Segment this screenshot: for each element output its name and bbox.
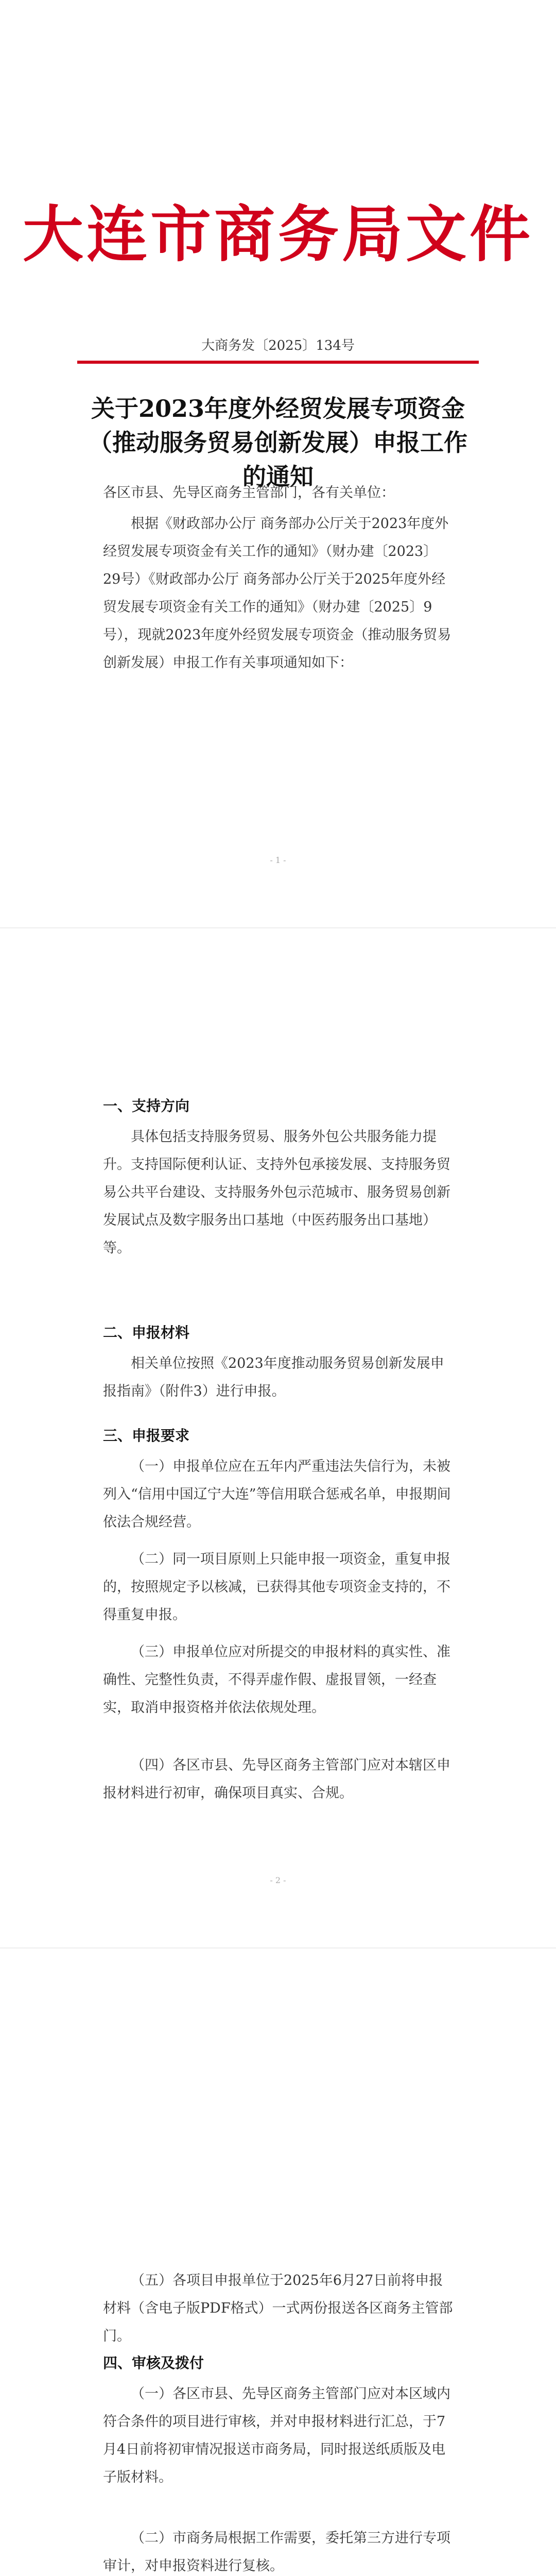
page-number: - 2 - bbox=[270, 1875, 286, 1885]
red-divider-line bbox=[77, 361, 479, 364]
section-paragraph: （二）市商务局根据工作需要，委托第三方进行专项审计，对申报资料进行复核。 bbox=[103, 2530, 450, 2574]
page-number: - 1 - bbox=[270, 855, 286, 865]
salutation: 各区市县、先导区商务主管部门，各有关单位： bbox=[103, 485, 395, 501]
section-heading: 二、申报材料 bbox=[103, 1324, 190, 1341]
intro-paragraph: 根据《财政部办公厅 商务部办公厅关于2023年度外经贸发展专项资金有关工作的通知》（财办建〔2023〕29号）《财政部办公厅 商务部办公厅关于2025年度外经贸发展专项资金有关工作的通知》（财办建〔2025〕9号），现就2023年度外经贸发展专项资金（推动服务贸易创新发展）申报工作有关事项通知如下： bbox=[103, 516, 451, 671]
section-paragraph: （一）申报单位应在五年内严重违法失信行为，未被列入“信用中国辽宁大连”等信用联合惩戒名单，申报期间依法合规经营。 bbox=[103, 1459, 451, 1530]
section-paragraph: （四）各区市县、先导区商务主管部门应对本辖区申报材料进行初审，确保项目真实、合规。 bbox=[103, 1757, 450, 1801]
document-number: 大商务发〔2025〕134号 bbox=[201, 338, 355, 353]
section-paragraph: （三）申报单位应对所提交的申报材料的真实性、准确性、完整性负责，不得弄虚作假、虚报冒领，一经查实，取消申报资格并依法依规处理。 bbox=[103, 1644, 450, 1716]
page-divider bbox=[0, 927, 556, 928]
section-paragraph: 相关单位按照《2023年度推动服务贸易创新发展申报指南》（附件3）进行申报。 bbox=[103, 1355, 444, 1399]
agency-header-title: 大连市商务局文件 bbox=[22, 198, 533, 270]
page-divider bbox=[0, 1947, 556, 1948]
section-heading: 一、支持方向 bbox=[103, 1097, 190, 1114]
document-title: 关于2023年度外经贸发展专项资金（推动服务贸易创新发展）申报工作的通知 bbox=[89, 395, 467, 490]
section-heading: 四、审核及拨付 bbox=[103, 2354, 204, 2371]
section-paragraph: （二）同一项目原则上只能申报一项资金，重复申报的，按照规定予以核减，已获得其他专项资金支持的，不得重复申报。 bbox=[103, 1551, 450, 1623]
section-heading: 三、申报要求 bbox=[103, 1427, 190, 1444]
section-paragraph: （一）各区市县、先导区商务主管部门应对本区域内符合条件的项目进行审核，并对申报材料进行汇总，于7月4日前将初审情况报送市商务局，同时报送纸质版及电子版材料。 bbox=[103, 2386, 450, 2485]
section-paragraph: （五）各项目申报单位于2025年6月27日前将申报材料（含电子版PDF格式）一式两份报送各区商务主管部门。 bbox=[103, 2273, 453, 2344]
section-paragraph: 具体包括支持服务贸易、服务外包公共服务能力提升。支持国际便利认证、支持外包承接发展、支持服务贸易公共平台建设、支持服务外包示范城市、服务贸易创新发展试点及数字服务出口基地（中医药服务出口基地）等。 bbox=[103, 1129, 450, 1256]
